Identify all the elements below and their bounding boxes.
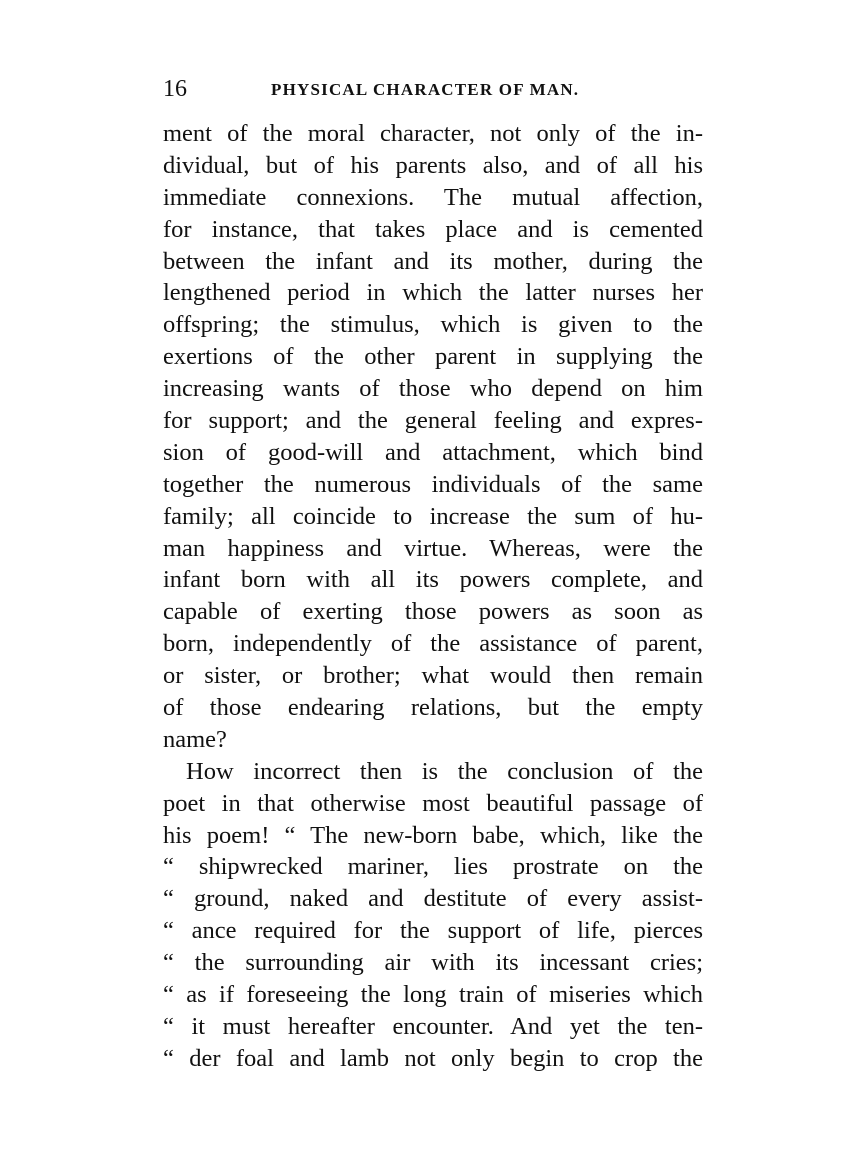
paragraph bbox=[163, 756, 703, 1075]
text-line: name? bbox=[163, 725, 227, 753]
text-line: lengthened period in which the latter nurses her bbox=[163, 279, 703, 307]
text-line: “ as if foreseeing the long train of miseries which bbox=[163, 981, 703, 1009]
running-header bbox=[163, 76, 703, 106]
running-head-title: PHYSICAL CHARACTER OF MAN. bbox=[271, 80, 580, 99]
text-line: immediate connexions. The mutual affection, bbox=[163, 183, 703, 211]
text-line: “ the surrounding air with its incessant cries; bbox=[163, 949, 703, 977]
text-line: ment of the moral character, not only of the in- bbox=[163, 120, 703, 147]
text-line: offspring; the stimulus, which is given to the bbox=[163, 311, 703, 339]
paragraph bbox=[163, 118, 703, 756]
text-line: “ der foal and lamb not only begin to crop the bbox=[163, 1044, 703, 1072]
text-line: for support; and the general feeling and expres- bbox=[163, 407, 703, 435]
text-line: “ ground, naked and destitute of every assist- bbox=[163, 885, 703, 913]
text-line: infant born with all its powers complete, and bbox=[163, 566, 703, 594]
text-line: increasing wants of those who depend on him bbox=[163, 375, 703, 403]
text-line: “ it must hereafter encounter. And yet the ten- bbox=[163, 1012, 703, 1040]
text-line: between the infant and its mother, during the bbox=[163, 247, 703, 275]
text-line: capable of exerting those powers as soon as bbox=[163, 598, 703, 626]
text-line: born, independently of the assistance of parent, bbox=[163, 630, 703, 658]
text-line: man happiness and virtue. Whereas, were the bbox=[163, 534, 703, 562]
text-line: family; all coincide to increase the sum of hu- bbox=[163, 502, 703, 530]
text-line: his poem! “ The new-born babe, which, like the bbox=[163, 821, 703, 849]
text-line: dividual, but of his parents also, and of all his bbox=[163, 151, 703, 179]
text-line: together the numerous individuals of the same bbox=[163, 470, 703, 498]
text-line: sion of good-will and attachment, which bind bbox=[163, 438, 703, 466]
page-number: 16 bbox=[163, 76, 187, 102]
text-line: or sister, or brother; what would then remain bbox=[163, 662, 703, 690]
text-line: for instance, that takes place and is cemented bbox=[163, 215, 703, 243]
text-line: poet in that otherwise most beautiful passage of bbox=[163, 789, 703, 817]
text-line: “ ance required for the support of life, pierces bbox=[163, 917, 703, 945]
text-line: exertions of the other parent in supplying the bbox=[163, 343, 703, 371]
text-line: of those endearing relations, but the empty bbox=[163, 694, 703, 722]
text-line: “ shipwrecked mariner, lies prostrate on the bbox=[163, 853, 703, 881]
text-line: How incorrect then is the conclusion of the bbox=[186, 757, 703, 785]
page-body bbox=[163, 118, 703, 1075]
